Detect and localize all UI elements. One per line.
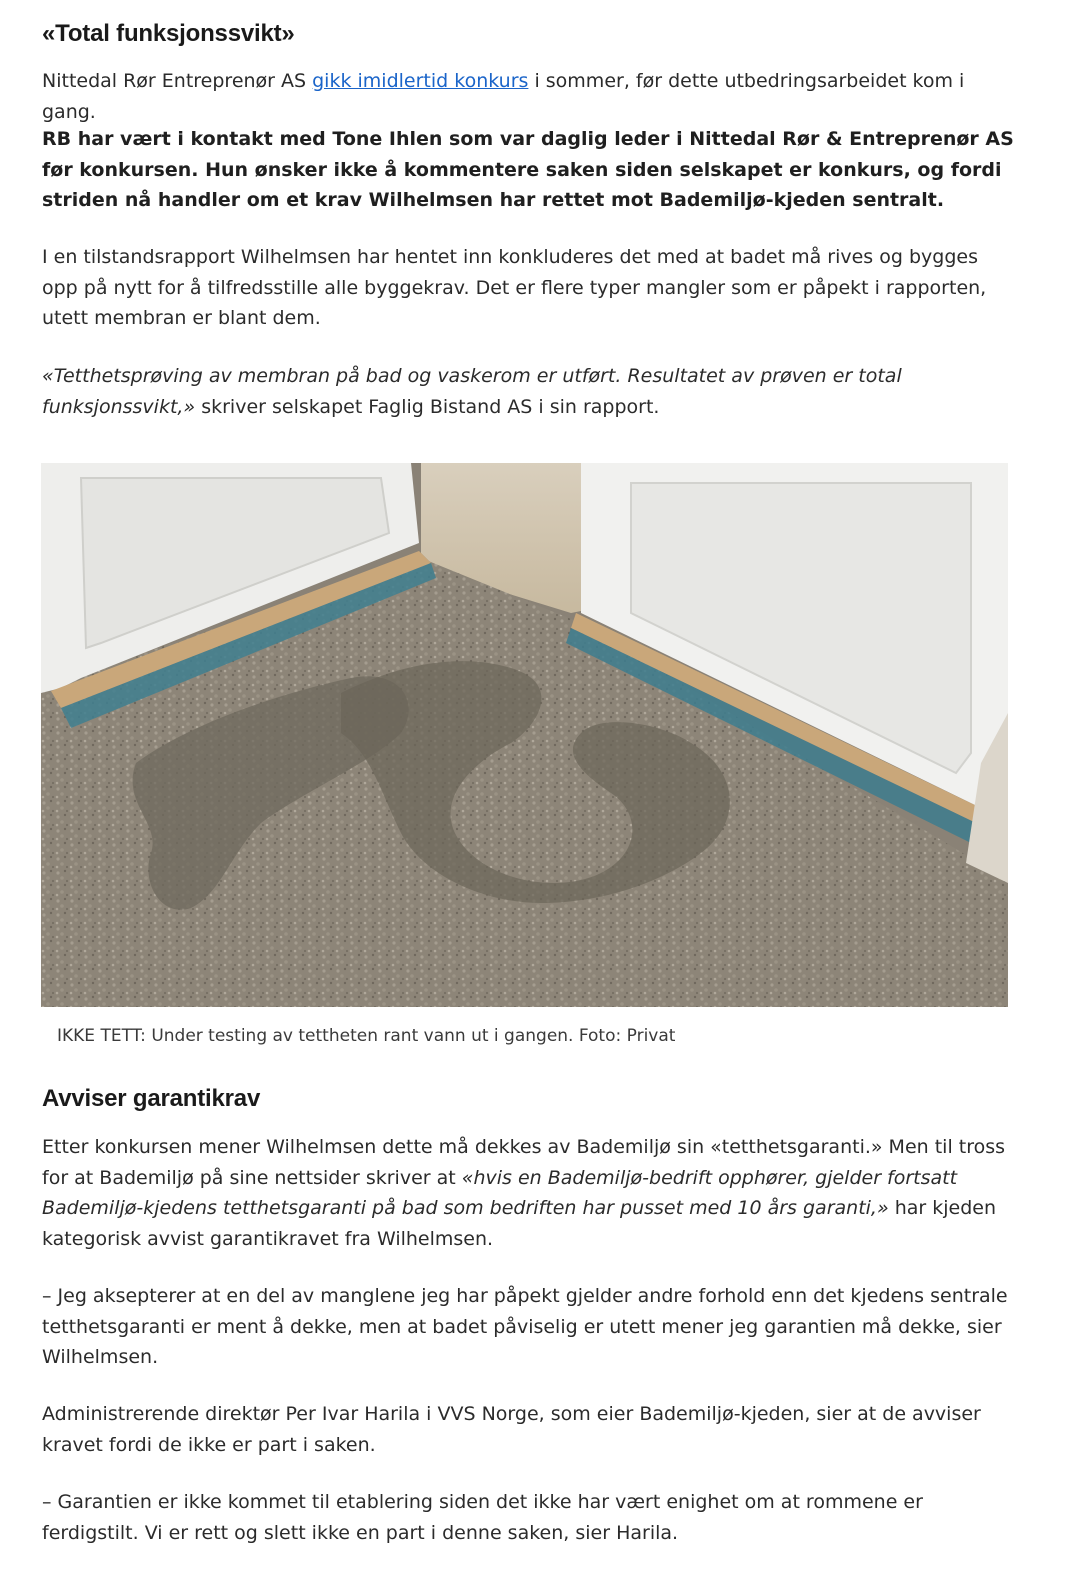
paragraph-text: Nittedal Rør Entreprenør AS bbox=[42, 70, 313, 92]
website-quote: «hvis en Bademiljø-bedrift opphører, gjelder fortsatt Bademiljø-kjedens tetthetsgaranti på bad som bedriften har pusset med 10 års garanti,» bbox=[42, 1166, 958, 1219]
paragraph bbox=[42, 361, 1017, 422]
paragraph bbox=[42, 66, 1017, 127]
paragraph-text: skriver selskapet Faglig Bistand AS i sin rapport. bbox=[195, 395, 660, 418]
article-photo bbox=[41, 463, 1008, 1007]
paragraph-text: i sommer, før dette utbedringsarbeidet kom i gang. bbox=[42, 70, 965, 123]
paragraph bbox=[42, 1132, 1017, 1254]
paragraph: – Jeg aksepterer at en del av manglene jeg har påpekt gjelder andre forhold enn det kjedens sentrale tetthetsgaranti er ment å dekke, men at badet påviselig er utett mener jeg garantien må dekke, sier Wilhelmsen. bbox=[42, 1285, 1008, 1368]
photo-caption: IKKE TETT: Under testing av tettheten rant vann ut i gangen. Foto: Privat bbox=[57, 1026, 676, 1046]
bankruptcy-article-link[interactable]: gikk imidlertid konkurs bbox=[312, 70, 529, 92]
paragraph: Administrerende direktør Per Ivar Harila i VVS Norge, som eier Bademiljø-kjeden, sier at de avviser kravet fordi de ikke er part i saken. bbox=[42, 1403, 981, 1456]
report-quote: «Tetthetsprøving av membran på bad og vaskerom er utført. Resultatet av prøven er total funksjonssvikt,» bbox=[42, 365, 902, 418]
paragraph-text: har kjeden kategorisk avvist garantikravet fra Wilhelmsen. bbox=[42, 1197, 997, 1250]
paragraph: I en tilstandsrapport Wilhelmsen har hentet inn konkluderes det med at badet må rives og bygges opp på nytt for å tilfredsstille alle byggekrav. Det er flere typer mangler som er påpekt i rapporten, utett membran er blant dem. bbox=[42, 246, 987, 329]
section-heading: Avviser garantikrav bbox=[42, 1085, 261, 1112]
section-heading: «Total funksjonssvikt» bbox=[42, 20, 295, 47]
paragraph-text: Etter konkursen mener Wilhelmsen dette må dekkes av Bademiljø sin «tetthetsgaranti.» Men til tross for at Bademiljø på sine nettsider skriver at bbox=[42, 1136, 1006, 1189]
lead-paragraph: RB har vært i kontakt med Tone Ihlen som var daglig leder i Nittedal Rør & Entreprenør AS før konkursen. Hun ønsker ikke å kommentere saken siden selskapet er konkurs, og fordi striden nå handler om et krav Wilhelmsen har rettet mot Bademiljø-kjeden sentralt. bbox=[42, 128, 1014, 211]
wet-floor-photo bbox=[41, 463, 1008, 1007]
paragraph: – Garantien er ikke kommet til etablering siden det ikke har vært enighet om at rommene er ferdigstilt. Vi er rett og slett ikke en part i denne saken, sier Harila. bbox=[42, 1491, 923, 1544]
